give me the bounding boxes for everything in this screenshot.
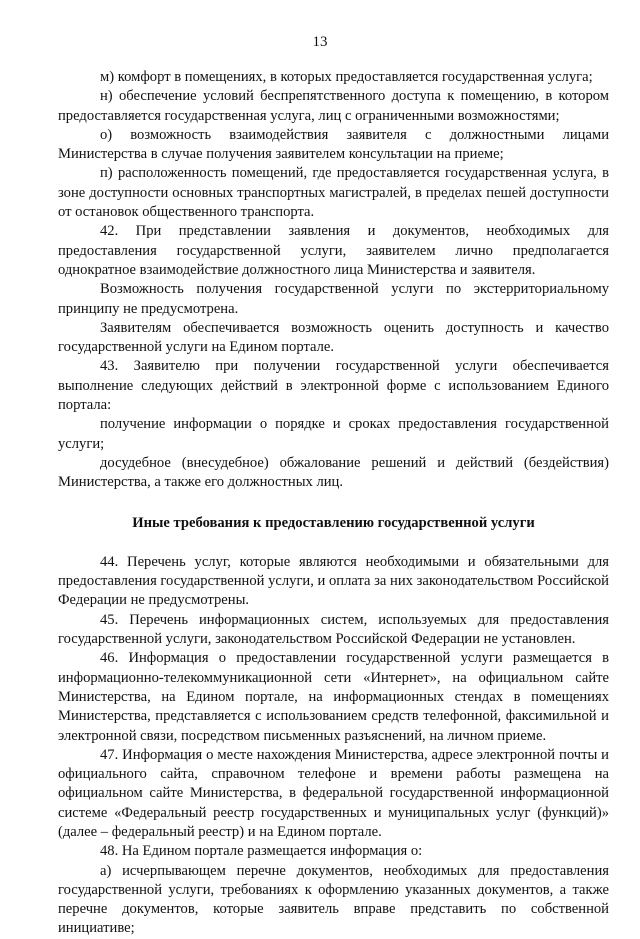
paragraph-n: н) обеспечение условий беспрепятственного доступа к помещению, в котором предоставляется государственная услуга, лиц с ограниченными возможностями; bbox=[58, 88, 609, 124]
paragraph-quality-evaluation: Заявителям обеспечивается возможность оценить доступность и качество государственной услуги на Едином портале. bbox=[58, 319, 609, 356]
paragraph-p: п) расположенность помещений, где предоставляется государственная услуга, в зоне доступности основных транспортных магистралей, в пределах пешей доступности от остановок общественного транспорта. bbox=[58, 165, 609, 221]
paragraph-pretrial-appeal: досудебное (внесудебное) обжалование решений и действий (бездействия) Министерства, а также его должностных лиц. bbox=[58, 454, 609, 491]
paragraph-m: м) комфорт в помещениях, в которых предоставляется государственная услуга; bbox=[100, 69, 593, 85]
paragraph-44: 44. Перечень услуг, которые являются необходимыми и обязательными для предоставления государственной услуги, и оплата за них законодательством Российской Федерации не предусмотрены. bbox=[58, 553, 609, 609]
paragraph-48-a: а) исчерпывающем перечне документов, необходимых для предоставления государственной услуги, требованиях к оформлению указанных документов, а также перечне документов, которые заявитель вправе представить по собственной инициативе; bbox=[58, 862, 609, 937]
paragraph-43: 43. Заявителю при получении государственной услуги обеспечивается выполнение следующих действий в электронной форме с использованием Единого портала: bbox=[58, 358, 609, 414]
paragraph-info-receipt: получение информации о порядке и сроках предоставления государственной услуги; bbox=[58, 416, 609, 452]
paragraph-42: 42. При представлении заявления и документов, необходимых для предоставления государственной услуги, заявителем лично предполагается однократное взаимодействие должностного лица Министерства и заявителя. bbox=[58, 223, 609, 278]
paragraph-48: 48. На Едином портале размещается информация о: bbox=[100, 843, 423, 860]
paragraph-46: 46. Информация о предоставлении государственной услуги размещается в информационно-телекоммуникационной сети «Интернет», на официальном сайте Министерства, на Едином портале, на информационных стендах в помещениях Министерства, представляется с использованием средств телефонной, факсимильной и электронной связи, посредством письменных разъяснений, на личном приеме. bbox=[58, 650, 609, 744]
paragraph-exterritorial: Возможность получения государственной услуги по экстерриториальному принципу не предусмотрена. bbox=[58, 281, 609, 317]
section-heading: Иные требования к предоставлению государственной услуги bbox=[132, 514, 535, 531]
paragraph-47: 47. Информация о месте нахождения Министерства, адресе электронной почты и официального сайта, справочном телефоне и времени работы размещена на официальном сайте Министерства, в федеральной государственной информационной системе «Федеральный реестр государственных и муниципальных услуг (функций)» (далее – федеральный реестр) и на Едином портале. bbox=[58, 746, 609, 840]
paragraph-45: 45. Перечень информационных систем, используемых для предоставления государственной услуги, законодательством Российской Федерации не установлен. bbox=[58, 611, 609, 648]
paragraph-o: о) возможность взаимодействия заявителя с должностными лицами Министерства в случае получения заявителем консультации на приеме; bbox=[58, 126, 609, 163]
page-number: 13 bbox=[312, 34, 328, 50]
document-body bbox=[58, 68, 609, 939]
